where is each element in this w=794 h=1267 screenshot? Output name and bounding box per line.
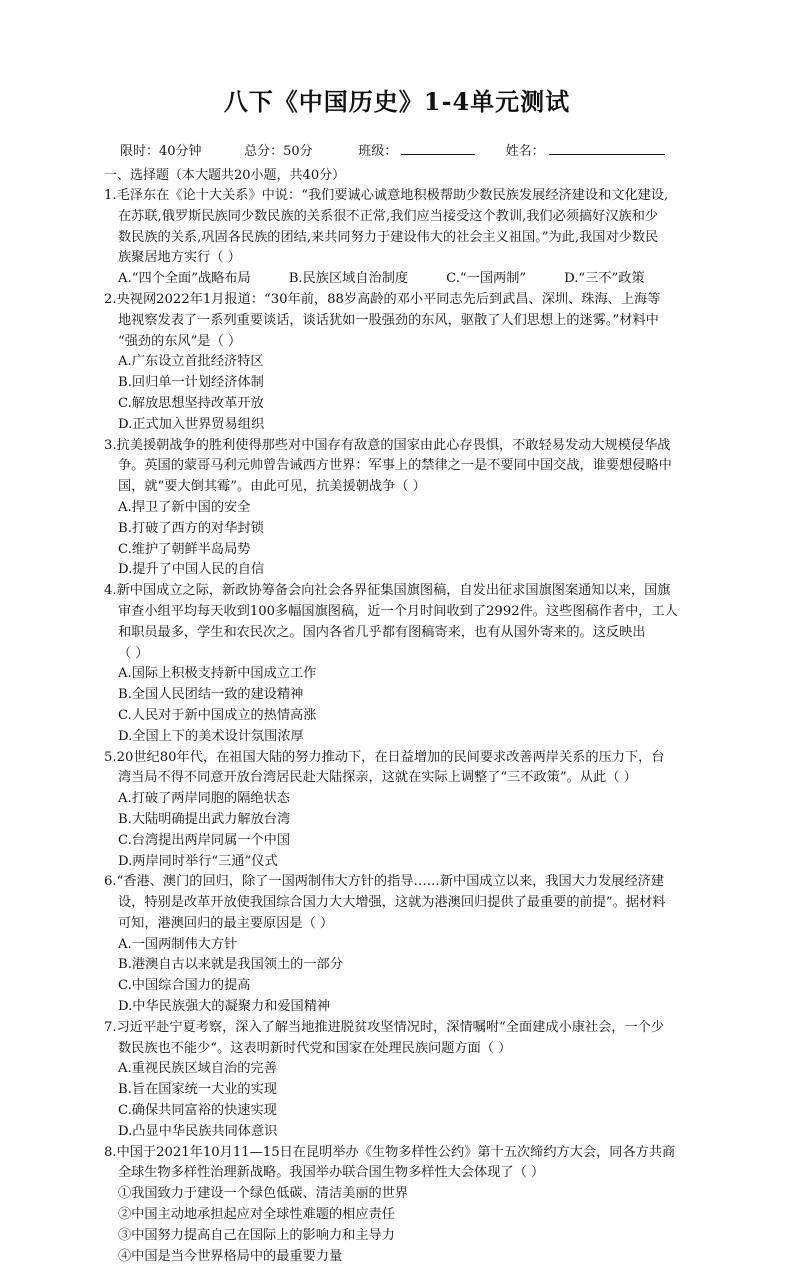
question-text-line: 2.央视网2022年1月报道：“30年前，88岁高龄的邓小平同志先后到武昌、深圳、珠海、上海等 (104, 291, 661, 307)
question-text-line: 5.20世纪80年代，在祖国大陆的努力推动下，在日益增加的民间要求改善两岸关系的压力下，台 (104, 749, 665, 765)
question-3 (104, 436, 704, 582)
statement-item: ②中国主动地承担起应对全球性难题的相应责任 (118, 1207, 395, 1223)
answer-option[interactable]: D.全国上下的美术设计氛围浓厚 (118, 728, 304, 744)
answer-option[interactable]: C.台湾提出两岸同属一个中国 (118, 832, 291, 848)
question-7 (104, 1018, 704, 1143)
exam-info (120, 140, 720, 159)
statement-item: ①我国致力于建设一个绿色低碳、清洁美丽的世界 (118, 1186, 409, 1202)
question-text-line: 国，就“要大倒其霉”。由此可见，抗美援朝战争（ ） (118, 479, 426, 495)
question-5 (104, 748, 704, 873)
question-6 (104, 872, 704, 1018)
option-group (104, 269, 704, 290)
answer-option[interactable]: D.正式加入世界贸易组织 (118, 416, 265, 432)
question-text-line: 和职员最多，学生和农民次之。国内各省几乎都有图稿寄来，也有从国外寄来的。这反映出 (118, 624, 646, 640)
total-score: 总分：50分 (244, 144, 313, 159)
question-list (104, 186, 704, 1267)
name-label: 姓名： (505, 144, 545, 159)
option-group (104, 664, 704, 747)
question-1 (104, 186, 704, 290)
question-text-line: 湾当局不得不同意开放台湾居民赴大陆探亲，这就在实际上调整了“三不政策”。从此（ ） (118, 770, 637, 786)
question-text-line: 数民族也不能少“。这表明新时代党和国家在处理民族问题方面（ ） (118, 1040, 512, 1056)
answer-option[interactable]: B.民族区域自治制度 (288, 271, 409, 287)
answer-option[interactable]: D.凸显中华民族共同体意识 (118, 1123, 278, 1139)
class-blank[interactable] (401, 142, 475, 155)
answer-option[interactable]: A.国际上积极支持新中国成立工作 (118, 666, 317, 682)
question-text-line: 设，特别是改革开放使我国综合国力大大增强，这就为港澳回归提供了最重要的前提”。据材料 (118, 895, 666, 911)
question-text-line: 数民族的关系,巩固各民族的团结,来共同努力于建设伟大的社会主义祖国。”为此,我国对少数民 (118, 229, 659, 245)
question-text-line: 族聚居地方实行（ ） (118, 250, 241, 266)
class-label: 班级： (358, 144, 398, 159)
question-2 (104, 290, 704, 436)
answer-option[interactable]: C.维护了朝鲜半岛局势 (118, 541, 251, 557)
option-group (104, 1059, 704, 1142)
section-heading: 一、选择题（本大题共20小题，共40分） (104, 168, 346, 183)
time-limit: 限时：40分钟 (120, 144, 202, 159)
question-4 (104, 581, 704, 747)
question-text-line: 3.抗美援朝战争的胜利使得那些对中国存有敌意的国家由此心存畏惧，不敢轻易发动大规模侵华战 (104, 437, 671, 453)
answer-option[interactable]: B.旨在国家统一大业的实现 (118, 1082, 277, 1098)
question-text-line: 可知，港澳回归的最主要原因是（ ） (118, 915, 334, 931)
answer-option[interactable]: A.广东设立首批经济特区 (118, 354, 264, 370)
answer-option[interactable]: D.“三不”政策 (564, 271, 645, 287)
answer-option[interactable]: A.捍卫了新中国的安全 (118, 499, 251, 515)
answer-option[interactable]: B.港澳自古以来就是我国领土的一部分 (118, 957, 343, 973)
question-text-line: 6.“香港、澳门的回归，除了一国两制伟大方针的指导……新中国成立以来，我国大力发展经济建 (104, 874, 665, 890)
option-group (104, 352, 704, 435)
question-text-line: 在苏联,俄罗斯民族同少数民族的关系很不正常,我们应当接受这个教训,我们必须搞好汉族和少 (118, 208, 659, 224)
answer-option[interactable]: C.人民对于新中国成立的热情高涨 (118, 707, 317, 723)
answer-option[interactable]: B.大陆明确提出武力解放台湾 (118, 811, 291, 827)
answer-option[interactable]: C.中国综合国力的提高 (118, 978, 251, 994)
question-text-line: （ ） (118, 645, 149, 661)
answer-option[interactable]: B.全国人民团结一致的建设精神 (118, 687, 304, 703)
statement-item: ③中国努力提高自己在国际上的影响力和主导力 (118, 1227, 395, 1243)
answer-option[interactable]: C.解放思想坚持改革开放 (118, 395, 264, 411)
answer-option[interactable]: A.“四个全面”战略布局 (118, 271, 251, 287)
answer-option[interactable]: D.提升了中国人民的自信 (118, 562, 265, 578)
name-blank[interactable] (549, 142, 665, 155)
question-text-line: 7.习近平赴宁夏考察，深入了解当地推进脱贫攻坚情况时，深情嘱咐“全面建成小康社会，一个少 (104, 1019, 665, 1035)
answer-option[interactable]: B.打破了西方的对华封锁 (118, 520, 264, 536)
statement-item: ④中国是当今世界格局中的最重要力量 (118, 1248, 343, 1264)
answer-option[interactable]: A.一国两制伟大方针 (118, 936, 238, 952)
question-text-line: 审查小组平均每天收到100多幅国旗图稿，近一个月时间收到了2992件。这些图稿作者中，工人 (118, 603, 678, 619)
question-8 (104, 1143, 704, 1267)
option-group (104, 789, 704, 872)
answer-option[interactable]: C.“一国两制” (446, 271, 527, 287)
answer-option[interactable]: D.中华民族强大的凝聚力和爱国精神 (118, 999, 331, 1015)
option-group (104, 935, 704, 1018)
question-text-line: 地视察发表了一系列重要谈话，谈话犹如一股强劲的东风，驱散了人们思想上的迷雾。”材料中 (118, 312, 659, 328)
answer-option[interactable]: D.两岸同时举行“三通”仪式 (118, 853, 278, 869)
option-group (104, 498, 704, 581)
answer-option[interactable]: C.确保共同富裕的快速实现 (118, 1103, 277, 1119)
question-text-line: 1.毛泽东在《论十大关系》中说：“我们要诚心诚意地积极帮助少数民族发展经济建设和文化建设, (104, 188, 669, 203)
question-text-line: 4.新中国成立之际，新政协筹备会向社会各界征集国旗图稿，自发出征求国旗图案通知以来，国旗 (104, 583, 671, 599)
answer-option[interactable]: A.打破了两岸同胞的隔绝状态 (118, 791, 290, 807)
answer-option[interactable]: B.回归单一计划经济体制 (118, 375, 264, 391)
question-text-line: “强劲的东风”是（ ） (118, 333, 242, 349)
answer-option[interactable]: A.重视民族区域自治的完善 (118, 1061, 277, 1077)
page-title: 八下《中国历史》1-4单元测试 (223, 87, 571, 116)
question-text-line: 8.中国于2021年10月11—15日在昆明举办《生物多样性公约》第十五次缔约方大会，同各方共商 (104, 1144, 676, 1160)
question-text-line: 全球生物多样性治理新战略。我国举办联合国生物多样性大会体现了（ ） (118, 1165, 545, 1181)
question-text-line: 争。英国的蒙哥马利元帅曾告诫西方世界：军事上的禁律之一是不要同中国交战，谁要想侵略中 (118, 458, 672, 474)
